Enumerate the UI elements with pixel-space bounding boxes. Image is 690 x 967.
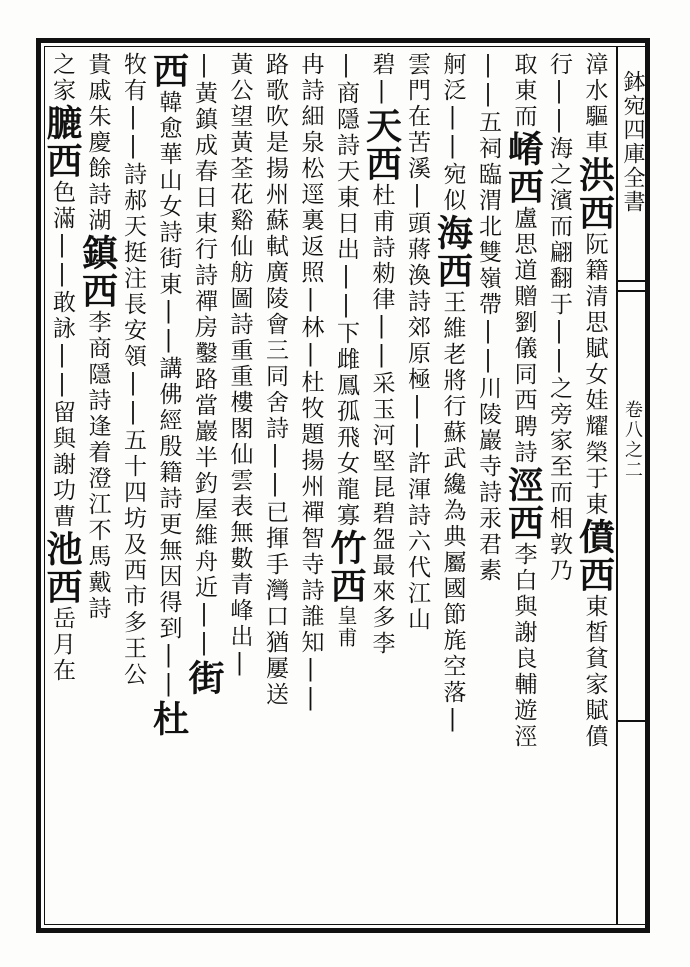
entry-text: |頭蔣渙詩郊原極||許渾詩六代江山 [404,182,430,633]
entry-headword: 杜 [147,700,190,738]
entry-text: 杜甫詩勑律||采玉河堅昆碧盌最來多李 [368,183,395,657]
entry-text: 岳月在 [49,606,75,684]
entry-headword: 池西 [41,530,83,606]
fishtail-mark-bottom [618,720,646,722]
entry-text: 取東而 [510,52,537,130]
entry-headword: 涇西 [502,466,545,542]
entry-headword: 西 [147,52,190,90]
entry-headword: 洪西 [573,156,616,232]
entry-text: 路歌吹是揚州蘇軾廣陵會三同舍詩||已揮手灣口猶屢送 [262,52,288,708]
entry-text: 東皙貧家賦僨 [581,594,608,750]
entry-text: 王維老將行蘇武纔為典屬國節旄空落| [439,290,466,735]
entry-text: 黃公望黃荃花谿仙舫圖詩重重樓閣仙雲表無數青峰出| [226,52,253,679]
margin-title: 鉢宛四庫全書 [620,70,645,214]
entry-text: 李商隱詩逢着澄江不 [84,310,111,544]
entry-text: 敢詠||留與謝功曹 [49,290,75,530]
entry-text: 海之濱而翩翻于||之旁 [546,136,572,428]
entry-headword: 海西 [431,214,474,290]
entry-headword: 竹西 [325,529,367,605]
entry-text: 行|| [546,52,572,136]
entry-headword: 僨西 [573,518,616,594]
entry-text: 貴戚 [84,52,111,104]
entry-headword: 天西 [360,107,403,183]
fishtail-mark-top-2 [618,290,646,292]
entry-text: 色滿|| [49,180,75,290]
entry-headword: 鎮西 [76,234,119,310]
entry-text: 舸泛||宛似 [439,52,466,214]
entry-text: 阮籍清思賦女娃耀榮于東 [581,232,608,518]
text-column [38,52,86,922]
entry-text: 碧| [368,52,395,107]
entry-text: 盧思道贈劉儀同西聘詩 [510,206,537,466]
entry-text: 漳水驅車 [581,52,608,156]
entry-text: | [333,52,359,81]
entry-text: 牧有||詩郝天挺注長安領||五十四坊及西市多王公 [120,52,146,688]
entry-text: 朱慶餘詩湖 [84,104,111,234]
entry-headword: 膔西 [41,104,83,180]
entry-text: 韓愈華山女詩街東||講佛經殷籍詩更無因得到|| [155,90,182,700]
entry-headword: 崤西 [502,130,545,206]
entry-text: |黃鎮成春日東行詩禪房鑿路當巖半釣屋維舟近|| [191,52,217,659]
margin-volume: 卷八之二 [622,400,643,480]
entry-text: 五祠臨渭北雙嶺帶|| [475,110,501,376]
entry-headword: 街 [183,659,225,697]
entry-text: 冉詩細泉松逕裏返照|林|杜牧題揚州禪智寺詩誰知|| [297,52,324,714]
entry-text: 商隱詩天東日出||下雌鳳孤飛女龍寡 [333,81,359,529]
entry-text: 李白與謝良輔遊涇 [510,542,537,750]
entry-text: 川陵巖寺詩汞君素 [475,376,501,584]
entry-text: 馬戴詩 [84,544,111,622]
fishtail-mark-top [618,280,646,282]
entry-text: || [475,52,501,110]
entry-text: 皇甫 [334,605,358,649]
entry-text: 家至而相敦乃 [546,428,572,584]
entry-text: 之家 [49,52,75,104]
entry-text: 雲門在苦溪 [404,52,430,182]
